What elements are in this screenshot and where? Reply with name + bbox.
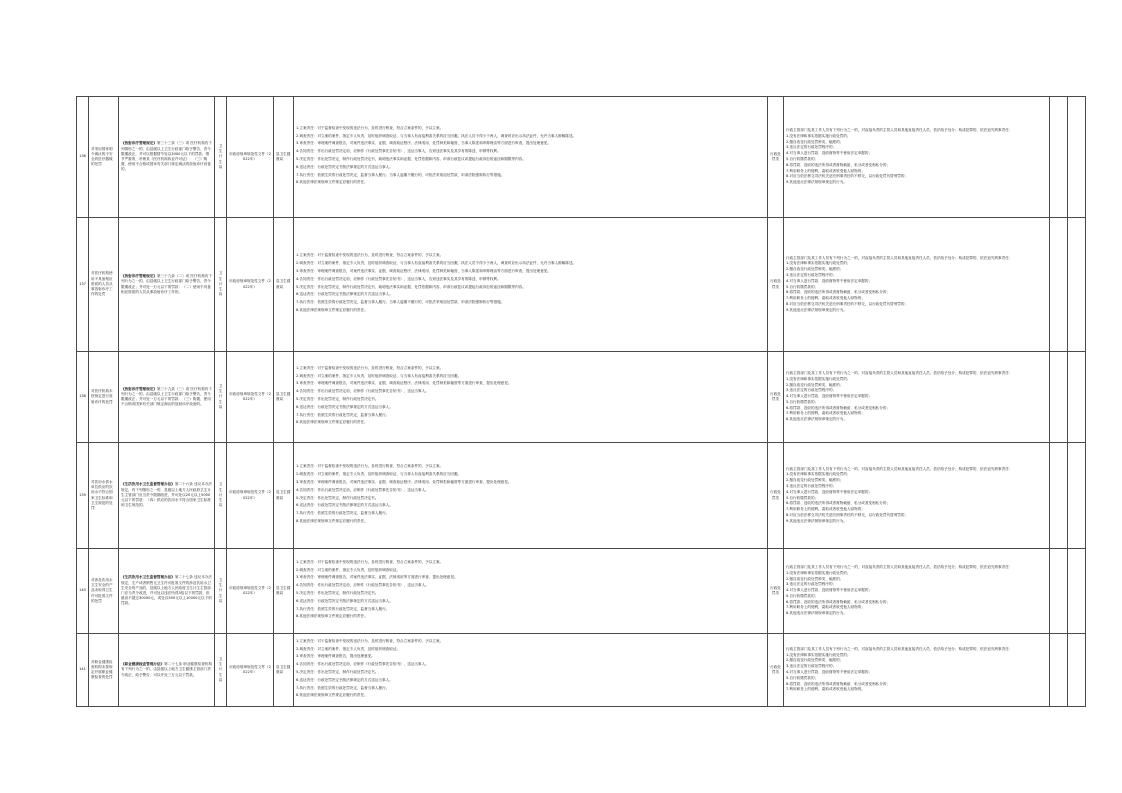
duty-line: 6.送达责任：行政处罚决定书按法律规定的方式送达当事人。: [296, 164, 393, 169]
duty-line: 3.审查责任：审理案件调查报告，对案件违法事实、证据、调查取证程序、法律适用、处罚种类和幅度、当事人陈述和申辩理由等方面进行审查，提出处理意见。: [296, 268, 551, 273]
duty-line: 1.立案责任：对于监督检查中发现的违法行为，及时进行核查，符合立案条件的，予以立案。: [296, 464, 444, 469]
implementing-subject-cell: 卫生计生局: [215, 97, 227, 218]
accountability-line: 7.利用职务上的便利，索取或者收受他人财物的；: [786, 168, 865, 173]
blank-cell: [1068, 218, 1086, 352]
duty-line: 4.告知责任：作出行政处罚决定前，应制作《行政处罚事先告知书》，送达当事人。: [296, 583, 429, 588]
duty-line: 1.立案责任：对于监督检查中发现的违法行为，及时进行核查，符合立案条件的，予以立案。: [296, 638, 444, 643]
duty-line: 3.审查责任：审理案件调查报告，提出处理意见。: [296, 654, 375, 659]
duty-line: 6.送达责任：行政处罚决定书按法律规定的方式送达当事人。: [296, 677, 393, 682]
duty-line: 8.其他法律法规规章文件规定应履行的责任。: [296, 693, 368, 698]
accountability-line: 7.利用职务上的便利，索取或者收受他人财物的。: [786, 687, 865, 692]
duty-line: 5.决定责任：作出处罚决定，制作行政处罚决定书。: [296, 495, 379, 500]
accountability-line: 9.其他违反法律法规规章规定的行为。: [786, 307, 847, 312]
duty-line: 6.送达责任：行政处罚决定书按法律规定的方式送达当事人。: [296, 404, 393, 409]
accountability-line: 6.将罚款、没收的违法所得或者财物截留、私分或者变相私分的；: [786, 162, 891, 167]
accountability-line: 1.没有法律和事实依据实施行政处罚的；: [786, 570, 851, 575]
category-tag-cell: 行政处罚类: [768, 443, 784, 549]
responsible-unit-cell: 县卫生健康局: [274, 634, 294, 707]
duty-line: 5.决定责任：作出处罚决定，制作行政处罚决定书。: [296, 591, 379, 595]
responsible-unit-cell: 县卫生健康局: [274, 443, 294, 549]
duty-line: 1.立案责任：对于监督检查中发现的违法行为，及时进行核查，符合立案条件的，予以立案。: [296, 365, 444, 370]
row-number-cell: 140: [77, 549, 89, 634]
accountability-line: 8.对应当依法移交司法机关追究刑事责任的不移交，以行政处罚代替刑罚的；: [786, 301, 909, 306]
accountability-cell: [784, 549, 1050, 634]
duty-line: 4.告知责任：作出行政处罚决定前，应制作《行政处罚事先告知书》，送达当事人，告知违法事实及其享有的陈述、申辩等权利。: [296, 276, 501, 281]
implementing-subject-cell: 卫生计生局: [215, 352, 227, 443]
duty-line: 4.告知责任：作出行政处罚决定前，应制作《行政处罚事先告知书》，送达当事人。: [296, 487, 429, 492]
accountability-line: 4.对当事人进行罚款、没收财物等不使用法定单据的；: [786, 278, 873, 283]
accountability-line: 1.没有法律和事实依据实施行政处罚的；: [786, 472, 851, 477]
accountability-line: 3.违反法定的行政处罚程序的；: [786, 582, 837, 587]
accountability-line: 4.对当事人进行罚款、没收财物等不使用法定单据的；: [786, 489, 873, 494]
blank-cell: [1050, 443, 1068, 549]
accountability-line: 6.将罚款、没收的违法所得或者财物截留、私分或者变相私分的；: [786, 681, 891, 686]
row-number-cell: 141: [77, 634, 89, 707]
legal-basis-text: 第三十九条（二）项 医疗机构有下列行为之一的，由县级以上卫生行政部门给予警告，责令限期改正；并可处一万元以下的罚款：（二）使用不具备相应资质的人员从事放射诊疗工作的。: [121, 274, 212, 294]
accountability-line: 4.对当事人进行罚款、没收财物等不使用法定单据的；: [786, 394, 873, 399]
accountability-line: 5.自行收缴罚款的；: [786, 675, 819, 680]
accountability-line: 1.没有法律和事实依据实施行政处罚的；: [786, 376, 851, 381]
accountability-cell: [784, 97, 1050, 218]
accountability-cell: [784, 443, 1050, 549]
accountability-line: 4.对当事人进行罚款、没收财物等不使用法定单据的；: [786, 670, 873, 674]
implementing-subject-cell: 卫生计生局: [215, 549, 227, 634]
accountability-line: 5.自行收缴罚款的；: [786, 399, 819, 404]
source-document-cell: 市政府规章规范性文件（2022年）: [227, 352, 274, 443]
duty-line: 8.其他法律法规规章文件规定应履行的责任。: [296, 180, 368, 185]
responsible-unit-cell: 县卫生健康局: [274, 352, 294, 443]
accountability-cell: [784, 352, 1050, 443]
accountability-line: 3.违反法定的行政处罚程序的；: [786, 145, 837, 150]
accountability-line: 6.将罚款、没收的违法所得或者财物截留、私分或者变相私分的；: [786, 405, 891, 410]
accountability-line: 3.违反法定的行政处罚程序的；: [786, 388, 837, 393]
accountability-line: 7.利用职务上的便利，索取或者收受他人财物的；: [786, 605, 865, 610]
accountability-line: 3.违反法定的行政处罚程序的；: [786, 483, 837, 488]
accountability-line: 行政主管部门及其工作人员有下列行为之一的，对直接负责的主管人员和其他直接责任人员，依法给予处分；构成犯罪的，依法追究刑事责任：: [786, 255, 1013, 260]
legal-basis-law-name: 《放射诊疗管理规定》: [121, 386, 157, 391]
duty-line: 8.其他法律法规规章文件规定应履行的责任。: [296, 518, 368, 523]
blank-cell: [1050, 634, 1068, 707]
item-name-cell: 对职业健康检查机构未按规定开展职业健康检查的处罚: [89, 634, 119, 707]
duty-line: 8.其他法律法规规章文件规定应履行的责任。: [296, 307, 368, 312]
duty-line: 1.立案责任：对于监督检查中发现的违法行为，及时进行核查，符合立案条件的，予以立案。: [296, 559, 444, 564]
legal-basis-cell: [119, 97, 215, 218]
accountability-line: 6.将罚款、没收的违法所得或者财物截留、私分或者变相私分的；: [786, 599, 891, 604]
item-name-cell: 对饮用水供水单位供应的饮用水不符合国家卫生标准和卫生规范的处罚: [89, 443, 119, 549]
table-row: [77, 97, 1086, 218]
legal-basis-text: 第二十七条 违反本办法规定，生产或者销售无卫生许可批准文件的涉及饮用水卫生安全的产品的，县级以上地方人民政府卫生计生主管部门应当责令改进，并可处以违法所得3倍以下的罚款，但最高不超过30000元，或处以500元以上10000元以下的罚款。: [121, 575, 212, 606]
duty-description-cell: [294, 352, 768, 443]
accountability-line: 行政主管部门及其工作人员有下列行为之一的，对直接负责的主管人员和其他直接责任人员，依法给予处分；构成犯罪的，依法追究刑事责任：: [786, 466, 1013, 471]
accountability-line: 行政主管部门及其工作人员有下列行为之一的，对直接负责的主管人员和其他直接责任人员，依法给予处分；构成犯罪的，依法追究刑事责任：: [786, 646, 1013, 651]
table-row: [77, 218, 1086, 352]
duty-line: 7.执行责任：依照生效的行政处罚决定，监督当事人履行。: [296, 412, 390, 417]
responsible-unit-cell: 县卫生健康局: [274, 97, 294, 218]
accountability-line: 行政主管部门及其工作人员有下列行为之一的，对直接负责的主管人员和其他直接责任人员，依法给予处分；构成犯罪的，依法追究刑事责任：: [786, 564, 1013, 569]
duty-description-cell: [294, 97, 768, 218]
duty-line: 8.其他法律法规规章文件规定应履行的责任。: [296, 420, 368, 425]
legal-basis-cell: [119, 549, 215, 634]
table-row: [77, 352, 1086, 443]
duty-line: 7.执行责任：依照生效的行政处罚决定，监督当事人履行。当事人逾期不履行的，可依法采取加处罚款、申请法院强制执行等措施。: [296, 172, 505, 177]
accountability-line: 2.擅自改变行政处罚种类、幅度的；: [786, 478, 844, 483]
item-name-cell: 对涉及饮用水卫生安全的产品未取得卫生许可批准文件的处罚: [89, 549, 119, 634]
legal-basis-cell: [119, 218, 215, 352]
duty-list-table: [76, 96, 1086, 707]
accountability-line: 9.其他违反法律法规规章规定的行为。: [786, 180, 847, 185]
accountability-line: 8.对应当依法移交司法机关追究刑事责任的不移交，以行政处罚代替刑罚的；: [786, 174, 909, 179]
duty-line: 6.送达责任：行政处罚决定书按法律规定的方式送达当事人。: [296, 503, 393, 508]
legal-basis-cell: [119, 443, 215, 549]
implementing-subject-cell: 卫生计生局: [215, 218, 227, 352]
blank-cell: [1068, 443, 1086, 549]
duty-description-cell: [294, 218, 768, 352]
accountability-line: 5.自行收缴罚款的；: [786, 593, 819, 598]
accountability-line: 8.其他违反法律法规规章规定的行为。: [786, 417, 847, 422]
duty-line: 2.调查责任：对立案的案件，指定专人负责，及时组织调查取证，与当事人有直接利害关系的应当回避。: [296, 472, 462, 477]
row-number-cell: 137: [77, 218, 89, 352]
legal-basis-text: 第三十三条（三）项 医疗机构有下列情形之一的，由县级以上卫生行政部门给予警告，责令限期改正，并可以根据情节处以3000元以下的罚款；情节严重的，吊销其《医疗机构执业许可证》：（三）购置、使用不合格或国家有关部门规定淘汰的放射诊疗设备的。: [121, 141, 212, 172]
duty-line: 1.立案责任：对于监督检查中发现的违法行为，及时进行核查，符合立案条件的，予以立案。: [296, 125, 444, 130]
blank-cell: [1068, 97, 1086, 218]
accountability-line: 行政主管部门及其工作人员有下列行为之一的，对直接负责的主管人员和其他直接责任人员，依法给予处分；构成犯罪的，依法追究刑事责任：: [786, 128, 1013, 133]
legal-basis-law-name: 《放射诊疗管理规定》: [121, 141, 157, 146]
duty-line: 7.执行责任：依照生效的行政处罚决定，监督当事人履行。当事人逾期不履行的，可依法采取加处罚款、申请法院强制执行等措施。: [296, 300, 505, 305]
row-number-cell: 138: [77, 352, 89, 443]
accountability-line: 5.自行收缴罚款的；: [786, 284, 819, 289]
accountability-line: 6.将罚款、没收的违法所得或者财物截留、私分或者变相私分的；: [786, 290, 891, 295]
accountability-line: 8.其他违反法律法规规章规定的行为。: [786, 611, 847, 616]
accountability-line: 3.违反法定的行政处罚程序的；: [786, 272, 837, 277]
source-document-cell: 市政府规章规范性文件（2022年）: [227, 634, 274, 707]
legal-basis-text: 第三十九条（三）项 医疗机构有下列行为之一的，由县级以上卫生行政部门给予警告，责令限期改正；并可处一万元以下的罚款：（三）购置、使用不合格或国家有关部门规定淘汰的放射诊疗设备的。: [121, 386, 212, 407]
table-row: [77, 549, 1086, 634]
accountability-line: 1.没有法律和事实依据实施行政处罚的；: [786, 652, 851, 657]
duty-line: 4.告知责任：作出行政处罚决定前，应制作《行政处罚事先告知书》，送达当事人。: [296, 389, 429, 394]
duty-line: 3.审查责任：审理案件调查报告，对案件违法事实、证据、调查取证程序、法律适用、处罚种类和幅度等方面进行审查，提出处理意见。: [296, 479, 512, 484]
legal-basis-law-name: 《放射诊疗管理规定》: [121, 274, 157, 279]
row-number-cell: 136: [77, 97, 89, 218]
accountability-line: 7.利用职务上的便利，索取或者收受他人财物的；: [786, 296, 865, 301]
accountability-cell: [784, 634, 1050, 707]
legal-basis-law-name: 《生活饮用水卫生监督管理办法》: [121, 482, 175, 487]
accountability-line: 7.利用职务上的便利，索取或者收受他人财物的；: [786, 507, 865, 512]
accountability-line: 5.自行收缴罚款的；: [786, 495, 819, 500]
accountability-line: 行政主管部门及其工作人员有下列行为之一的，对直接负责的主管人员和其他直接责任人员，依法给予处分；构成犯罪的，依法追究刑事责任：: [786, 370, 1013, 375]
duty-line: 2.调查责任：对立案的案件，指定专人负责，及时组织调查取证。: [296, 567, 401, 572]
responsible-unit-cell: 县卫生健康局: [274, 549, 294, 634]
legal-basis-text: 第二十六条 违反本办法规定，有下列情形之一的，县级以上地方人民政府卫生计生主管部门应当责令限期改进，并可处以20元以上5000元以下的罚款：（四）供应的饮用水不符合国家卫生标准和卫生规范的。: [121, 482, 212, 508]
table-body: [77, 97, 1086, 707]
accountability-line: 1.没有法律和事实依据实施行政处罚的；: [786, 133, 851, 138]
category-tag-cell: 行政处罚类: [768, 634, 784, 707]
duty-line: 4.告知责任：作出行政处罚决定前，应制作《行政处罚事先告知书》，送达当事人。: [296, 662, 429, 667]
item-name-cell: 对医疗机构使用不具备相应资质的人员从事放射诊疗工作的处罚: [89, 218, 119, 352]
accountability-cell: [784, 218, 1050, 352]
duty-line: 1.立案责任：对于监督检查中发现的违法行为，及时进行核查，符合立案条件的，予以立案。: [296, 253, 444, 258]
duty-line: 3.审查责任：审理案件调查报告，对案件违法事实、证据、法律适用等方面进行审查，提出处理意见。: [296, 575, 458, 580]
duty-line: 5.决定责任：作出处罚决定，制作行政处罚决定书。: [296, 670, 379, 674]
legal-basis-cell: [119, 634, 215, 707]
accountability-line: 8.对应当依法移交司法机关追究刑事责任的不移交，以行政处罚代替刑罚的；: [786, 512, 909, 517]
duty-line: 2.调查责任：对立案的案件，指定专人负责，及时组织调查取证，与当事人有直接利害关系的应当回避。执法人员不得少于两人，调查时应出示执法证件，允许当事人辩解陈述。: [296, 261, 577, 266]
blank-cell: [1068, 549, 1086, 634]
accountability-line: 3.违反法定的行政处罚程序的；: [786, 664, 837, 669]
legal-basis-law-name: 《生活饮用水卫生监督管理办法》: [121, 575, 175, 580]
duty-line: 5.决定责任：作出处罚决定，制作行政处罚决定书。: [296, 397, 379, 401]
duty-line: 7.执行责任：依照生效的行政处罚决定，监督当事人履行。: [296, 511, 390, 516]
legal-basis-cell: [119, 352, 215, 443]
table-row: [77, 443, 1086, 549]
duty-line: 2.调查责任：对立案的案件，指定专人负责，及时组织调查取证，与当事人有直接利害关系的应当回避。: [296, 373, 462, 378]
blank-cell: [1050, 218, 1068, 352]
legal-basis-text: 第二十七条 职业健康检查机构有下列行为之一的，由县级以上地方卫生健康主管部门责令改正，给予警告，可以并处三万元以下罚款。: [121, 662, 212, 677]
duty-line: 2.调查责任：对立案的案件，指定专人负责，及时组织调查取证。: [296, 646, 401, 651]
accountability-line: 2.擅自改变行政处罚种类、幅度的；: [786, 576, 844, 581]
source-document-cell: 市政府规章规范性文件（2022年）: [227, 97, 274, 218]
accountability-line: 2.擅自改变行政处罚种类、幅度的；: [786, 267, 844, 272]
item-name-cell: 对医疗机构未按规定进行放射诊疗的处罚: [89, 352, 119, 443]
duty-line: 5.决定责任：作出处罚决定，制作行政处罚决定书，载明违法事实和证据、处罚依据和内容、申请行政复议或提起行政诉讼的途径和期限等内容。: [296, 284, 526, 289]
document-page: [76, 96, 1045, 707]
accountability-line: 6.将罚款、没收的违法所得或者财物截留、私分或者变相私分的；: [786, 501, 891, 506]
blank-cell: [1050, 97, 1068, 218]
implementing-subject-cell: 卫生计生局: [215, 443, 227, 549]
accountability-line: 2.擅自改变行政处罚种类、幅度的；: [786, 658, 844, 663]
duty-line: 2.调查责任：对立案的案件，指定专人负责，及时组织调查取证，与当事人有直接利害关系的应当回避。执法人员不得少于两人，调查时应出示执法证件，允许当事人辩解陈述。: [296, 133, 577, 138]
duty-line: 3.审查责任：审理案件调查报告，对案件违法事实、证据、调查取证程序、法律适用、处罚种类和幅度、当事人陈述和申辩理由等方面进行审查，提出处理意见。: [296, 141, 551, 146]
duty-line: 6.送达责任：行政处罚决定书按法律规定的方式送达当事人。: [296, 598, 393, 603]
accountability-line: 2.擅自改变行政处罚种类、幅度的；: [786, 382, 844, 387]
category-tag-cell: 行政处罚类: [768, 97, 784, 218]
legal-basis-law-name: 《职业健康检查管理办法》: [121, 662, 165, 667]
duty-line: 7.执行责任：依照生效的行政处罚决定，监督当事人履行。: [296, 685, 390, 690]
duty-description-cell: [294, 549, 768, 634]
accountability-line: 4.对当事人进行罚款、没收财物等不使用法定单据的；: [786, 151, 873, 156]
duty-line: 3.审查责任：审理案件调查报告，对案件违法事实、证据、调查取证程序、法律适用、处罚种类和幅度等方面进行审查，提出处理意见。: [296, 381, 512, 386]
accountability-line: 9.其他违反法律法规规章规定的行为。: [786, 518, 847, 523]
duty-description-cell: [294, 443, 768, 549]
source-document-cell: 市政府规章规范性文件（2022年）: [227, 549, 274, 634]
source-document-cell: 市政府规章规范性文件（2022年）: [227, 443, 274, 549]
accountability-line: 1.没有法律和事实依据实施行政处罚的；: [786, 261, 851, 266]
row-number-cell: 139: [77, 443, 89, 549]
category-tag-cell: 行政处罚类: [768, 352, 784, 443]
accountability-line: 2.擅自改变行政处罚种类、幅度的；: [786, 139, 844, 144]
duty-line: 5.决定责任：作出处罚决定，制作行政处罚决定书，载明违法事实和证据、处罚依据和内容、申请行政复议或提起行政诉讼的途径和期限等内容。: [296, 157, 526, 161]
source-document-cell: 市政府规章规范性文件（2022年）: [227, 218, 274, 352]
blank-cell: [1068, 634, 1086, 707]
accountability-line: 5.自行收缴罚款的；: [786, 157, 819, 161]
duty-line: 4.告知责任：作出行政处罚决定前，应制作《行政处罚事先告知书》，送达当事人，告知违法事实及其享有的陈述、申辩等权利。: [296, 149, 501, 154]
accountability-line: 4.对当事人进行罚款、没收财物等不使用法定单据的；: [786, 588, 873, 593]
blank-cell: [1068, 352, 1086, 443]
implementing-subject-cell: 卫生计生局: [215, 634, 227, 707]
blank-cell: [1050, 352, 1068, 443]
duty-line: 7.执行责任：依照生效的行政处罚决定，监督当事人履行。: [296, 606, 390, 611]
category-tag-cell: 行政处罚类: [768, 218, 784, 352]
blank-cell: [1050, 549, 1068, 634]
duty-line: 6.送达责任：行政处罚决定书按法律规定的方式送达当事人。: [296, 292, 393, 297]
accountability-line: 7.利用职务上的便利，索取或者收受他人财物的；: [786, 411, 865, 416]
duty-description-cell: [294, 634, 768, 707]
duty-line: 8.其他法律法规规章文件规定应履行的责任。: [296, 614, 368, 619]
item-name-cell: 对采用国家明令淘汰的不安全的医疗器械的处罚: [89, 97, 119, 218]
table-row: [77, 634, 1086, 707]
responsible-unit-cell: 县卫生健康局: [274, 218, 294, 352]
category-tag-cell: 行政处罚类: [768, 549, 784, 634]
